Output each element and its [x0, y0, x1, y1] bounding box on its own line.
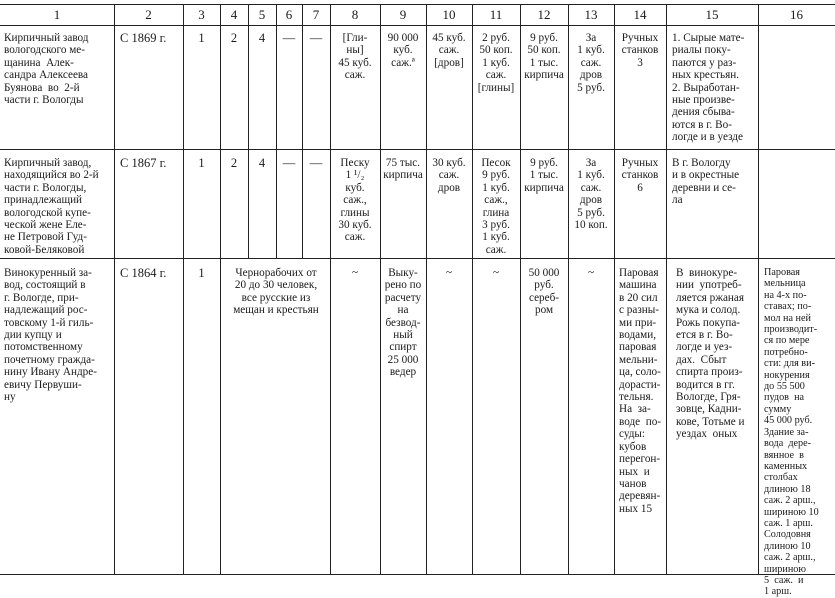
header-col-4: 4 — [230, 7, 238, 22]
row1-col3: 1 — [198, 31, 205, 45]
row3-product-price: 50 000 руб. сереб- ром — [528, 267, 560, 317]
col-divider — [220, 4, 221, 574]
header-col-15: 15 — [705, 7, 719, 22]
rule-row1-bottom — [0, 149, 835, 150]
row3-workers: Чернорабочих от 20 до 30 человек, все русские из мещан и крестьян — [233, 267, 319, 317]
row1-material-price: 2 руб. 50 коп. 1 куб. саж. [глины] — [477, 32, 515, 94]
row3-materials: ~ — [351, 267, 359, 279]
row2-col6: — — [282, 156, 296, 170]
row1-product-price: 9 руб. 50 коп. 1 тыс. кирпича — [524, 32, 564, 82]
col-divider — [183, 4, 184, 574]
header-col-11: 11 — [489, 7, 503, 22]
row1-fuel: 45 куб. саж. [дров] — [432, 32, 466, 69]
row1-fuel-price: За 1 куб. саж. дров 5 руб. — [577, 32, 605, 94]
col-divider — [426, 4, 427, 574]
header-col-12: 12 — [537, 7, 551, 22]
row1-col5: 4 — [258, 31, 266, 45]
row2-product-price: 9 руб. 1 тыс. кирпича — [524, 157, 564, 194]
row2-fuel-price: За 1 куб. саж. дров 5 руб. 10 коп. — [574, 157, 608, 232]
row1-enterprise: Кирпичный завод вологодского ме- щанина Алек- сандра Алексеева Буянова во 2-й части г. Вологды — [4, 32, 89, 107]
col-divider — [330, 4, 331, 574]
header-col-3: 3 — [198, 7, 205, 22]
header-col-7: 7 — [312, 7, 320, 22]
row2-col4: 2 — [230, 156, 238, 170]
rule-top — [0, 4, 835, 5]
rule-bottom — [0, 574, 835, 575]
row3-material-price: ~ — [492, 267, 500, 279]
col-divider — [614, 4, 615, 574]
col-divider — [758, 4, 759, 574]
row2-founded: С 1867 г. — [120, 156, 167, 170]
col-divider — [114, 4, 115, 574]
header-col-14: 14 — [633, 7, 647, 22]
row3-remarks: Паровая мельница на 4-х по- ставах; по- мол на ней производит- ся по мере потребно- сти: для ви- нокурения до 55 500 пудов на сумму 45 000 руб. Здание за- вода дере- вянное в каменных столбах длиною 18 саж. 2 арш., шириною 10 саж. 1 арш. Солодовня длиною 10 саж. 2 арш., шириною 5 саж. и 1 арш. — [764, 267, 819, 598]
row2-col7: — — [309, 156, 323, 170]
header-col-6: 6 — [285, 7, 293, 22]
row1-col6: — — [282, 31, 296, 45]
row3-fuel: ~ — [445, 267, 453, 279]
row1-col4: 2 — [230, 31, 238, 45]
row3-col3: 1 — [198, 266, 205, 280]
row2-material-price: Песок 9 руб. 1 куб. саж., глина 3 руб. 1 куб. саж. — [481, 157, 511, 256]
row3-fuel-price: ~ — [587, 267, 595, 279]
header-col-10: 10 — [442, 7, 456, 22]
row1-founded: С 1869 г. — [120, 31, 167, 45]
header-col-13: 13 — [584, 7, 598, 22]
row1-equipment: Ручных станков 3 — [621, 32, 659, 69]
row2-fuel: 30 куб. саж. дров — [432, 157, 466, 194]
row1-output: 90 000 куб. саж.ª — [387, 32, 419, 69]
row3-founded: С 1864 г. — [120, 266, 167, 280]
row2-output: 75 тыс. кирпича — [383, 157, 423, 182]
row3-equipment: Паровая машина в 20 сил с разны- ми при- водами, паровая мельни- ца, соло- дорасти- тельня. На за- воде по- суды: кубов перегон- ных и чанов деревян- ных 15 — [619, 267, 662, 515]
row2-notes: В г. Вологду и в окрестные деревни и се- ла — [672, 157, 740, 207]
rule-row2-bottom — [0, 258, 835, 259]
header-col-8: 8 — [351, 7, 359, 22]
row2-col3: 1 — [198, 156, 205, 170]
header-col-1: 1 — [53, 7, 61, 22]
row1-col7: — — [309, 31, 323, 45]
header-col-2: 2 — [145, 7, 152, 22]
row2-materials: Песку 1 ¹/₂ куб. саж., глины 30 куб. саж. — [338, 157, 372, 244]
header-col-9: 9 — [399, 7, 407, 22]
header-col-5: 5 — [258, 7, 266, 22]
row3-output: Выку- рено по расчету на безвод- ный спирт 25 000 ведер — [384, 267, 422, 379]
row1-materials: [Гли- ны] 45 куб. саж. — [338, 32, 372, 82]
col-divider — [666, 4, 667, 574]
row3-notes: В винокуре- нии употреб- ляется ржаная мука и солод. Рожь покупа- ется в г. Во- логде и уез- дах. Сбыт спирта произ- водится в гг. Вологде, Гря- зовце, Кадни- кове, Тотьме и уездах оных — [676, 267, 745, 441]
row2-col5: 4 — [258, 156, 266, 170]
rule-header-bottom — [0, 25, 835, 26]
row1-notes: 1. Сырые мате- риалы поку- паются у раз- ных крестьян. 2. Выработан- ные произве- дения сбыва- ются в г. Во- логде и в уезде — [672, 32, 745, 144]
header-col-16: 16 — [790, 7, 803, 22]
row2-enterprise: Кирпичный завод, находящийся во 2-й части г. Вологды, принадлежащий вологодской купе- ческой жене Еле- не Петровой Гуд- ковой-Беляковой — [4, 157, 99, 256]
row2-equipment: Ручных станков 6 — [621, 157, 659, 194]
row3-enterprise: Винокуренный за- вод, состоящий в г. Вологде, при- надлежащий рос- товскому 1-й гиль- дии купцу и потомственному почетному гражда- нину Ивану Андре- евичу Первуши- ну — [4, 267, 97, 404]
